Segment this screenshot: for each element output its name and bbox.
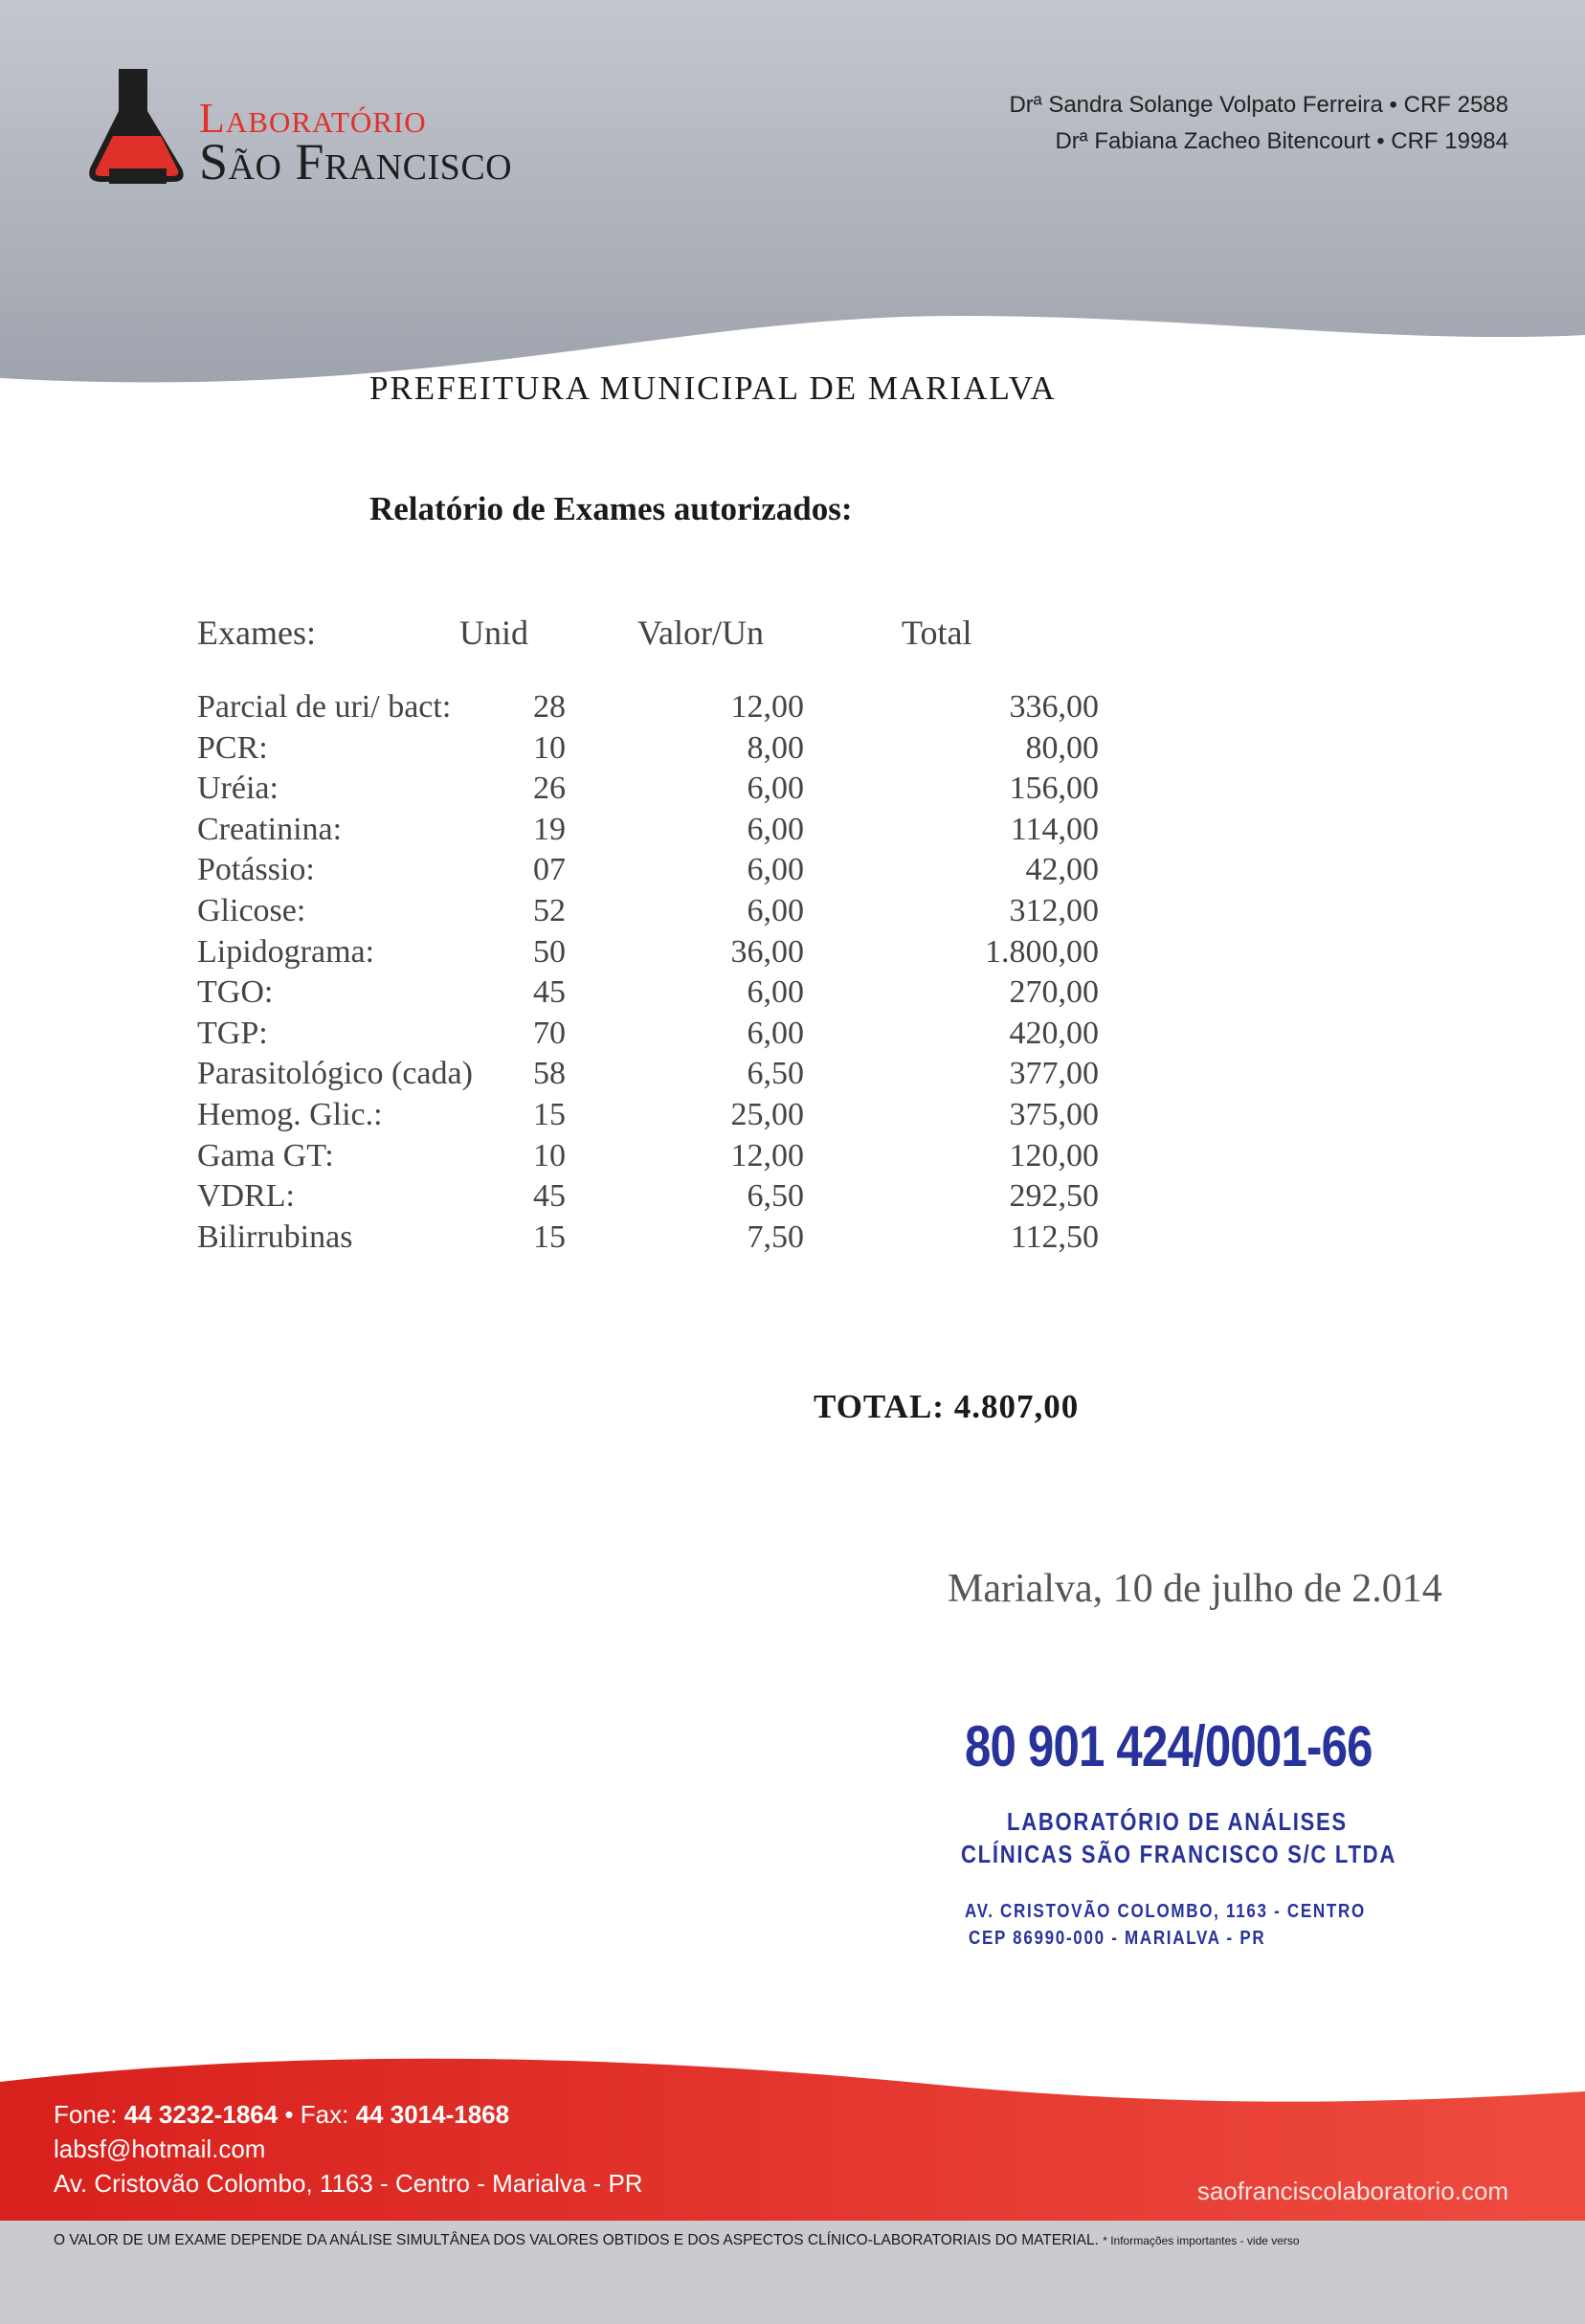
exam-units: 58: [533, 1056, 566, 1092]
exam-name: Bilirrubinas: [197, 1218, 353, 1255]
flask-icon: [84, 65, 190, 190]
exam-unit-price: 6,00: [747, 1015, 804, 1051]
table-row: [0, 730, 1585, 771]
column-header-exams: Exames:: [197, 614, 316, 652]
exam-units: 19: [533, 811, 566, 847]
exam-total: 120,00: [1009, 1137, 1099, 1173]
exam-total: 377,00: [1009, 1056, 1099, 1092]
exam-total: 292,50: [1009, 1178, 1099, 1215]
exam-units: 52: [533, 892, 566, 928]
exam-name: Parasitológico (cada): [197, 1056, 473, 1092]
doctor-credential-1: Drª Sandra Solange Volpato Ferreira • CRF 2588: [1009, 92, 1508, 118]
exam-units: 45: [533, 1178, 566, 1215]
table-row: [0, 689, 1585, 730]
stamp-address-line2: CEP 86990-000 - MARIALVA - PR: [969, 1928, 1266, 1949]
footer-phone-fax: [54, 2100, 509, 2130]
footer-address: Av. Cristovão Colombo, 1163 - Centro - Marialva - PR: [54, 2169, 643, 2198]
exam-total: 114,00: [1010, 811, 1099, 847]
exam-total: 112,50: [1010, 1218, 1099, 1255]
exam-total: 375,00: [1009, 1096, 1099, 1132]
exam-name: PCR:: [197, 729, 268, 766]
disclaimer-text: O VALOR DE UM EXAME DEPENDE DA ANÁLISE SIMULTÂNEA DOS VALORES OBTIDOS E DOS ASPECTOS CLÍNICO-LABORATORIAIS DO MATERIAL.: [54, 2232, 1099, 2248]
table-row: [0, 1178, 1585, 1219]
footer-email: labsf@hotmail.com: [54, 2134, 266, 2163]
footer-website: saofranciscolaboratorio.com: [1196, 2177, 1508, 2205]
exam-unit-price: 36,00: [730, 933, 804, 970]
exam-total: 80,00: [1025, 729, 1099, 766]
table-row: [0, 812, 1585, 853]
table-row: [0, 771, 1585, 812]
exam-total: 420,00: [1009, 1015, 1099, 1051]
exam-units: 07: [533, 852, 566, 888]
company-stamp: [948, 1713, 1445, 1991]
exam-total: 1.800,00: [985, 933, 1099, 970]
exam-unit-price: 12,00: [730, 1137, 804, 1173]
logo-text-sao-francisco: São Francisco: [199, 133, 513, 190]
exam-unit-price: 6,00: [747, 974, 804, 1011]
phone-number: 44 3232-1864: [123, 2100, 279, 2129]
footer-disclaimer: [54, 2232, 1300, 2249]
exam-units: 10: [533, 729, 566, 766]
table-row: [0, 974, 1585, 1016]
column-header-total: Total: [902, 614, 972, 652]
column-header-valor: Valor/Un: [637, 614, 764, 652]
exam-total: 42,00: [1025, 852, 1099, 888]
exams-table: [0, 689, 1585, 1260]
stamp-company-name-line1: LABORATÓRIO DE ANÁLISES: [1007, 1807, 1348, 1836]
exam-name: TGO:: [197, 974, 274, 1011]
column-header-unid: Unid: [459, 614, 528, 652]
table-row: [0, 852, 1585, 893]
place-and-date: Marialva, 10 de julho de 2.014: [948, 1567, 1442, 1611]
exam-unit-price: 6,00: [747, 852, 804, 888]
exam-units: 26: [533, 771, 566, 807]
stamp-address-line1: AV. CRISTOVÃO COLOMBO, 1163 - CENTRO: [965, 1901, 1366, 1922]
exam-name: Parcial de uri/ bact:: [197, 689, 452, 725]
exam-name: VDRL:: [197, 1178, 295, 1215]
exam-unit-price: 6,50: [747, 1056, 804, 1092]
exam-unit-price: 6,50: [747, 1178, 804, 1215]
phone-label: Fone:: [54, 2100, 118, 2129]
exam-total: 270,00: [1009, 974, 1099, 1011]
table-row: [0, 1097, 1585, 1138]
table-row: [0, 1219, 1585, 1261]
fax-number: 44 3014-1868: [355, 2100, 510, 2129]
exam-total: 312,00: [1009, 892, 1099, 928]
table-row: [0, 934, 1585, 975]
doctor-credential-2: Drª Fabiana Zacheo Bitencourt • CRF 19984: [1055, 128, 1508, 154]
exam-units: 50: [533, 933, 566, 970]
exam-units: 28: [533, 689, 566, 725]
table-row: [0, 1056, 1585, 1097]
grand-total: TOTAL: 4.807,00: [814, 1388, 1080, 1425]
table-row: [0, 1016, 1585, 1057]
exam-unit-price: 6,00: [747, 892, 804, 928]
exam-unit-price: 6,00: [747, 771, 804, 807]
lab-logo: [84, 65, 534, 199]
exam-name: Potássio:: [197, 852, 315, 888]
exam-name: Lipidograma:: [197, 933, 375, 970]
exam-name: Gama GT:: [197, 1137, 334, 1173]
table-row: [0, 893, 1585, 934]
exam-name: Hemog. Glic.:: [197, 1096, 383, 1132]
exam-units: 15: [533, 1096, 566, 1132]
exam-unit-price: 6,00: [747, 811, 804, 847]
exam-unit-price: 7,50: [747, 1218, 804, 1255]
exam-name: Creatinina:: [197, 811, 343, 847]
disclaimer-note: * Informações importantes - vide verso: [1103, 2234, 1300, 2247]
exam-name: TGP:: [197, 1015, 268, 1051]
exam-units: 15: [533, 1218, 566, 1255]
exam-total: 156,00: [1009, 771, 1099, 807]
stamp-cnpj: 80 901 424/0001-66: [965, 1714, 1373, 1778]
exam-units: 45: [533, 974, 566, 1011]
exam-name: Uréia:: [197, 771, 279, 807]
fax-label: • Fax:: [284, 2100, 349, 2129]
table-row: [0, 1138, 1585, 1179]
exam-name: Glicose:: [197, 892, 306, 928]
exam-unit-price: 25,00: [730, 1096, 804, 1132]
exam-unit-price: 12,00: [730, 689, 804, 725]
organization-title: PREFEITURA MUNICIPAL DE MARIALVA: [369, 369, 1057, 407]
exam-unit-price: 8,00: [747, 729, 804, 766]
exam-total: 336,00: [1009, 689, 1099, 725]
report-title: Relatório de Exames autorizados:: [369, 490, 853, 527]
exam-units: 70: [533, 1015, 566, 1051]
exam-units: 10: [533, 1137, 566, 1173]
logo-text-laboratorio: Laboratório: [199, 95, 427, 142]
stamp-company-name-line2: CLÍNICAS SÃO FRANCISCO S/C LTDA: [961, 1840, 1397, 1868]
